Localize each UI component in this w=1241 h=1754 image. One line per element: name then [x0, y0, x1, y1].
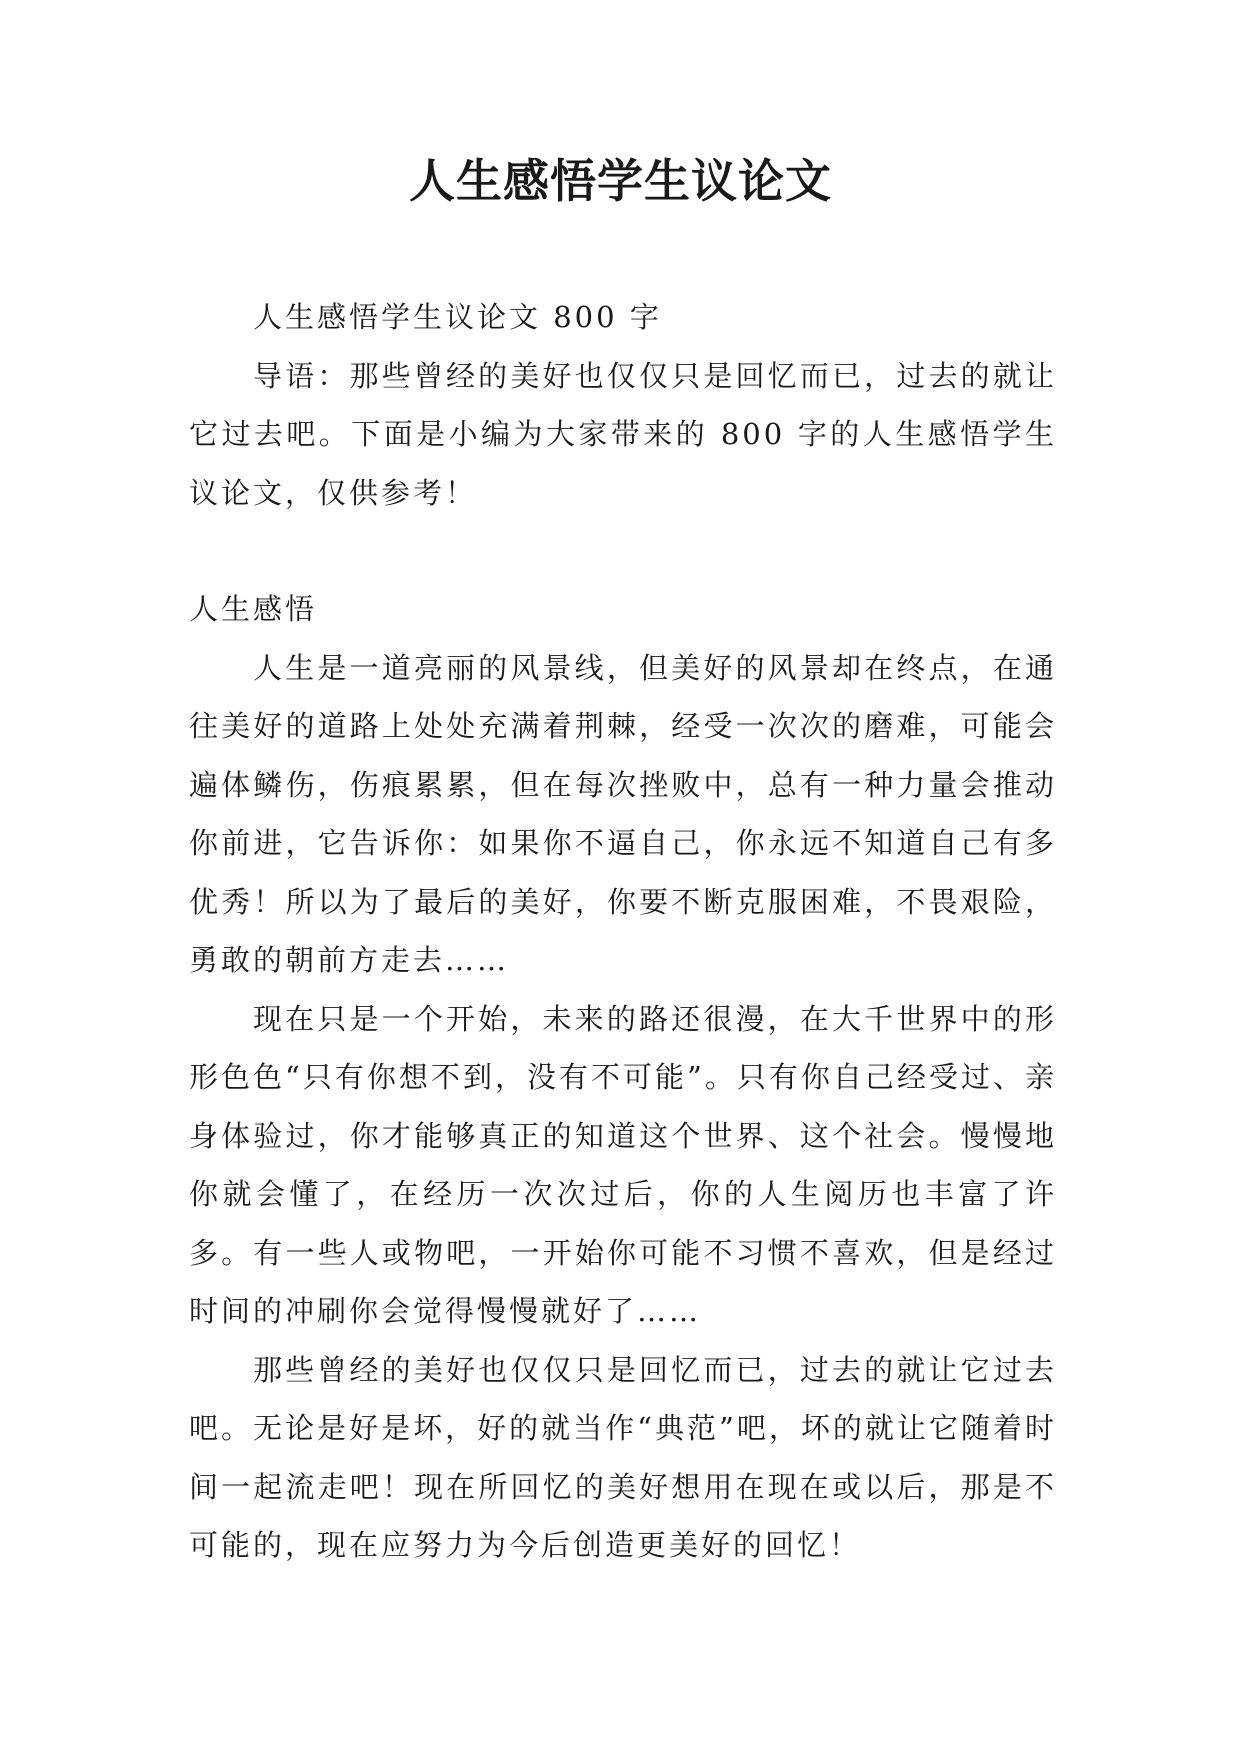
paragraph-spacer: [189, 522, 1057, 580]
section-heading: 人生感悟: [189, 592, 318, 626]
body-paragraph-1: 人生是一道亮丽的风景线，但美好的风景却在终点，在通往美好的道路上处处充满着荆棘，经受一次次的磨难，可能会遍体鳞伤，伤痕累累，但在每次挫败中，总有一种力量会推动你前进，它告诉你：如果你不逼自己，你永远不知道自己有多优秀！所以为了最后的美好，你要不断克服困难，不畏艰险，勇敢的朝前方走去……: [189, 650, 1057, 977]
subtitle-paragraph: 人生感悟学生议论文 800 字: [253, 300, 662, 334]
body-paragraph-2: 现在只是一个开始，未来的路还很漫，在大千世界中的形形色色“只有你想不到，没有不可能”。只有你自己经受过、亲身体验过，你才能够真正的知道这个世界、这个社会。慢慢地你就会懂了，在经历一次次过后，你的人生阅历也丰富了许多。有一些人或物吧，一开始你可能不习惯不喜欢，但是经过时间的冲刷你会觉得慢慢就好了……: [189, 1001, 1057, 1328]
intro-paragraph: 导语：那些曾经的美好也仅仅只是回忆而已，过去的就让它过去吧。下面是小编为大家带来的 800 字的人生感悟学生议论文，仅供参考！: [189, 358, 1057, 510]
body-paragraph-3: 那些曾经的美好也仅仅只是回忆而已，过去的就让它过去吧。无论是好是坏，好的就当作“典范”吧，坏的就让它随着时间一起流走吧！现在所回忆的美好想用在现在或以后，那是不可能的，现在应努力为今后创造更美好的回忆！: [189, 1352, 1057, 1562]
document-title: 人生感悟学生议论文: [409, 154, 832, 208]
document-body: [189, 288, 1057, 1575]
